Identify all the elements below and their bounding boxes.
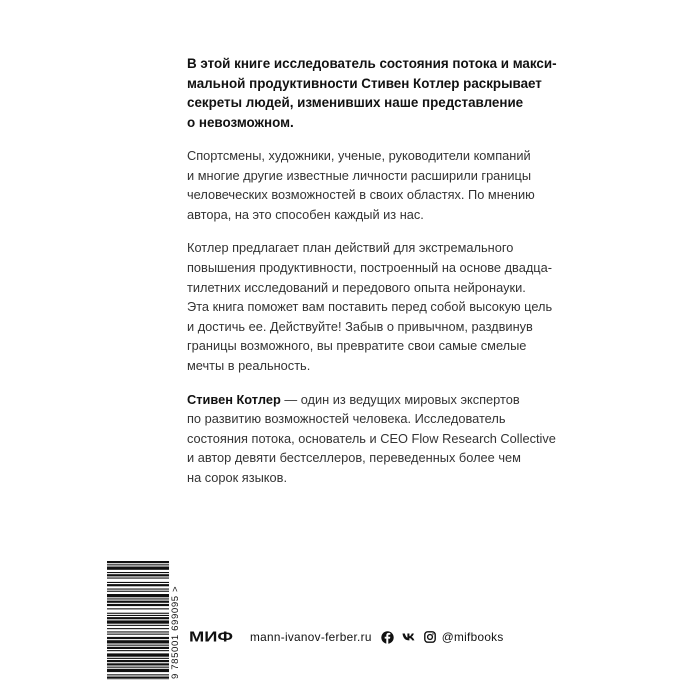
publisher-logo-text: МИФ	[189, 629, 233, 645]
paragraph-line: человеческих возможностей в своих областях. По мнению	[187, 187, 535, 203]
lead-line: секреты людей, изменивших наше представление	[187, 95, 524, 110]
paragraph-line: Эта книга поможет вам поставить перед собой высокую цель	[187, 299, 553, 315]
author-bio-line: состояния потока, основатель и CEO Flow Research Collective	[187, 430, 556, 446]
paragraph-1	[187, 146, 535, 224]
facebook-icon[interactable]	[381, 631, 394, 644]
barcode-bar	[107, 663, 169, 665]
barcode-bar	[107, 634, 169, 635]
author-bio-line: по развитию возможностей человека. Исследователь	[187, 411, 506, 427]
barcode-bar	[107, 660, 169, 662]
instagram-icon[interactable]	[424, 631, 436, 643]
barcode-bar	[107, 567, 169, 570]
barcode-bar	[107, 564, 169, 565]
paragraph-line: Спортсмены, художники, ученые, руководители компаний	[187, 148, 531, 163]
author-bio-line: на сорок языков.	[187, 469, 287, 485]
barcode-bar	[107, 677, 169, 679]
lead-line: В этой книге исследователь состояния потока и макси-	[187, 56, 557, 71]
social-handle[interactable]: @mifbooks	[441, 630, 504, 644]
barcode-bar	[107, 613, 169, 614]
barcode-bar	[107, 650, 169, 651]
barcode-bar	[107, 604, 169, 606]
barcode-bar	[107, 589, 169, 590]
barcode-bar	[107, 582, 169, 583]
barcode-bar	[107, 617, 169, 619]
paragraph-line: мечты в реальность.	[187, 357, 311, 373]
publisher-logo	[189, 629, 241, 645]
barcode-bar	[107, 601, 169, 603]
author-name: Стивен Котлер	[187, 391, 281, 407]
barcode-bar	[107, 640, 169, 643]
author-bio-line: и автор девяти бестселлеров, переведенных более чем	[187, 450, 521, 466]
barcode-bar	[107, 594, 169, 597]
author-bio-line	[187, 390, 520, 410]
lead-line: о невозможном.	[187, 114, 294, 130]
website-link[interactable]: mann-ivanov-ferber.ru	[250, 630, 372, 644]
author-bio	[187, 390, 556, 488]
barcode-bars	[107, 561, 169, 680]
barcode-bar	[107, 628, 169, 629]
isbn-barcode	[107, 561, 183, 680]
barcode-bar	[107, 620, 169, 623]
paragraph-line: тилетних исследований и передового опыта нейронауки.	[187, 279, 526, 295]
barcode-bar	[107, 631, 169, 632]
footer	[189, 627, 504, 647]
paragraph-line: и многие другие известные личности расширили границы	[187, 167, 532, 183]
barcode-bar	[107, 584, 169, 586]
barcode-bar	[107, 574, 169, 576]
barcode-bar	[107, 561, 169, 563]
lead-paragraph	[187, 54, 557, 132]
paragraph-line: и достичь ее. Действуйте! Забыв о привычном, раздвинув	[187, 318, 533, 334]
paragraph-line: повышения продуктивности, построенный на основе двадца-	[187, 259, 552, 275]
barcode-bar	[107, 625, 169, 626]
annotation-text	[187, 54, 557, 502]
barcode-bar	[107, 645, 169, 646]
barcode-bar	[107, 578, 169, 579]
barcode-bar	[107, 658, 169, 659]
barcode-bar	[107, 674, 169, 675]
social-links	[381, 631, 436, 644]
barcode-digits: 9 785001 699095 >	[170, 585, 181, 679]
barcode-bar	[107, 669, 169, 672]
vk-icon[interactable]	[402, 632, 416, 642]
author-bio-text: — один из ведущих мировых экспертов	[280, 391, 520, 407]
barcode-bar	[107, 653, 169, 656]
barcode-bar	[107, 572, 169, 573]
barcode-bar	[107, 667, 169, 668]
lead-line: мальной продуктивности Стивен Котлер раскрывает	[187, 75, 542, 91]
barcode-bar	[107, 591, 169, 592]
barcode-bar	[107, 647, 169, 649]
paragraph-2	[187, 238, 553, 375]
paragraph-line: автора, на это способен каждый из нас.	[187, 206, 424, 222]
barcode-bar	[107, 637, 169, 639]
barcode-bar	[107, 598, 169, 599]
barcode-bar	[107, 615, 169, 616]
paragraph-line: Котлер предлагает план действий для экстремального	[187, 240, 514, 256]
paragraph-line: границы возможного, вы превратите свои самые смелые	[187, 338, 527, 354]
barcode-bar	[107, 608, 169, 609]
